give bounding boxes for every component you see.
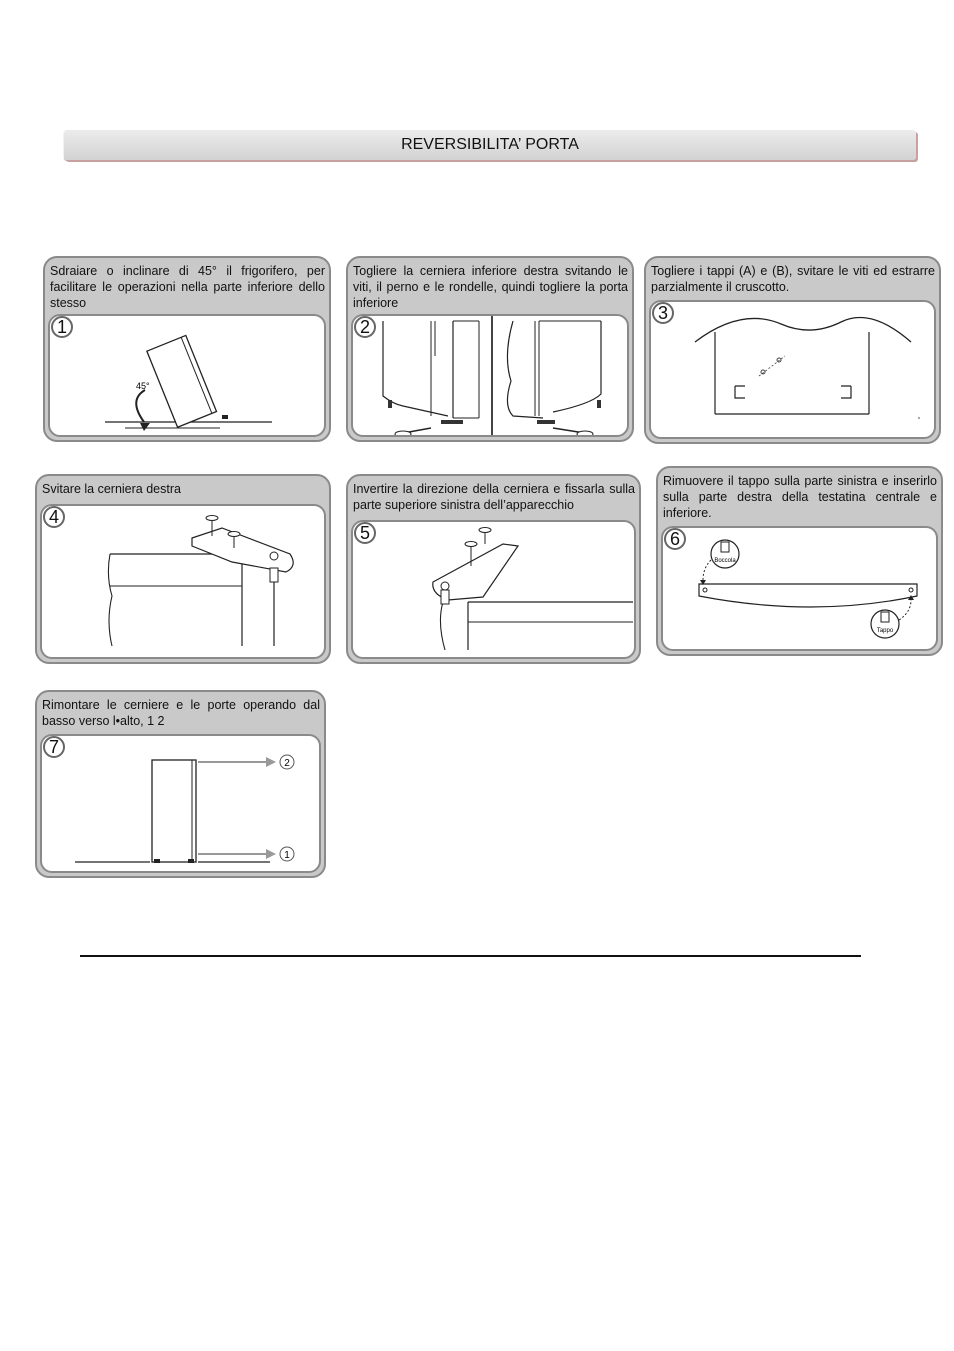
arrow-1-label: 1 (284, 850, 290, 861)
step-6-number: 6 (664, 528, 686, 550)
step-7-card (35, 690, 326, 878)
step-5-card (346, 474, 641, 664)
step-5-caption: Invertire la direzione della cerniera e fissarla sulla parte superiore sinistra dell’apparecchio (353, 482, 635, 512)
step-6-caption: Rimuovere il tappo sulla parte sinistra e inserirlo sulla parte destra della testatina centrale e inferiore. (663, 474, 937, 520)
step-2-illustration-panel (351, 314, 629, 437)
step-3-number: 3 (652, 302, 674, 324)
step-3-illustration-panel (649, 300, 936, 439)
footer-divider (80, 955, 861, 957)
step-7-illustration (42, 736, 321, 873)
step-5-illustration-panel (351, 520, 636, 659)
step-2-caption: Togliere la cerniera inferiore destra svitando le viti, il perno e le rondelle, quindi togliere la porta inferiore (353, 264, 628, 310)
step-6-illustration-panel (661, 526, 938, 651)
step-5-illustration (353, 522, 636, 659)
section-title-bar (64, 130, 916, 160)
step-5-number: 5 (354, 522, 376, 544)
step-2-illustration (353, 316, 629, 437)
step-1-card (43, 256, 331, 442)
angle-label: 45° (136, 381, 150, 391)
section-title: REVERSIBILITA’ PORTA (401, 136, 579, 153)
boccola-label: Boccola (714, 558, 736, 564)
step-1-illustration-panel (48, 314, 326, 437)
step-2-number: 2 (354, 316, 376, 338)
step-4-card (35, 474, 331, 664)
step-4-caption: Svitare la cerniera destra (42, 482, 181, 496)
step-7-caption: Rimontare le cerniere e le porte operando dal basso verso l•alto, 1 2 (42, 698, 320, 728)
step-4-illustration-panel (40, 504, 326, 659)
step-2-card (346, 256, 634, 442)
step-1-number: 1 (51, 316, 73, 338)
step-6-card (656, 466, 943, 656)
step-3-illustration (651, 302, 936, 439)
step-7-illustration-panel (40, 734, 321, 873)
arrow-2-label: 2 (284, 758, 290, 769)
step-1-caption: Sdraiare o inclinare di 45° il frigorifero, per facilitare le operazioni nella parte inferiore dello stesso (50, 264, 325, 310)
step-3-caption: Togliere i tappi (A) e (B), svitare le viti ed estrarre parzialmente il cruscotto. (651, 264, 935, 294)
step-1-illustration (50, 316, 326, 437)
step-7-number: 7 (43, 736, 65, 758)
tappo-label: Tappo (876, 628, 894, 634)
step-4-illustration (42, 506, 326, 659)
step-6-illustration (663, 528, 938, 651)
step-3-card (644, 256, 941, 444)
step-4-number: 4 (43, 506, 65, 528)
